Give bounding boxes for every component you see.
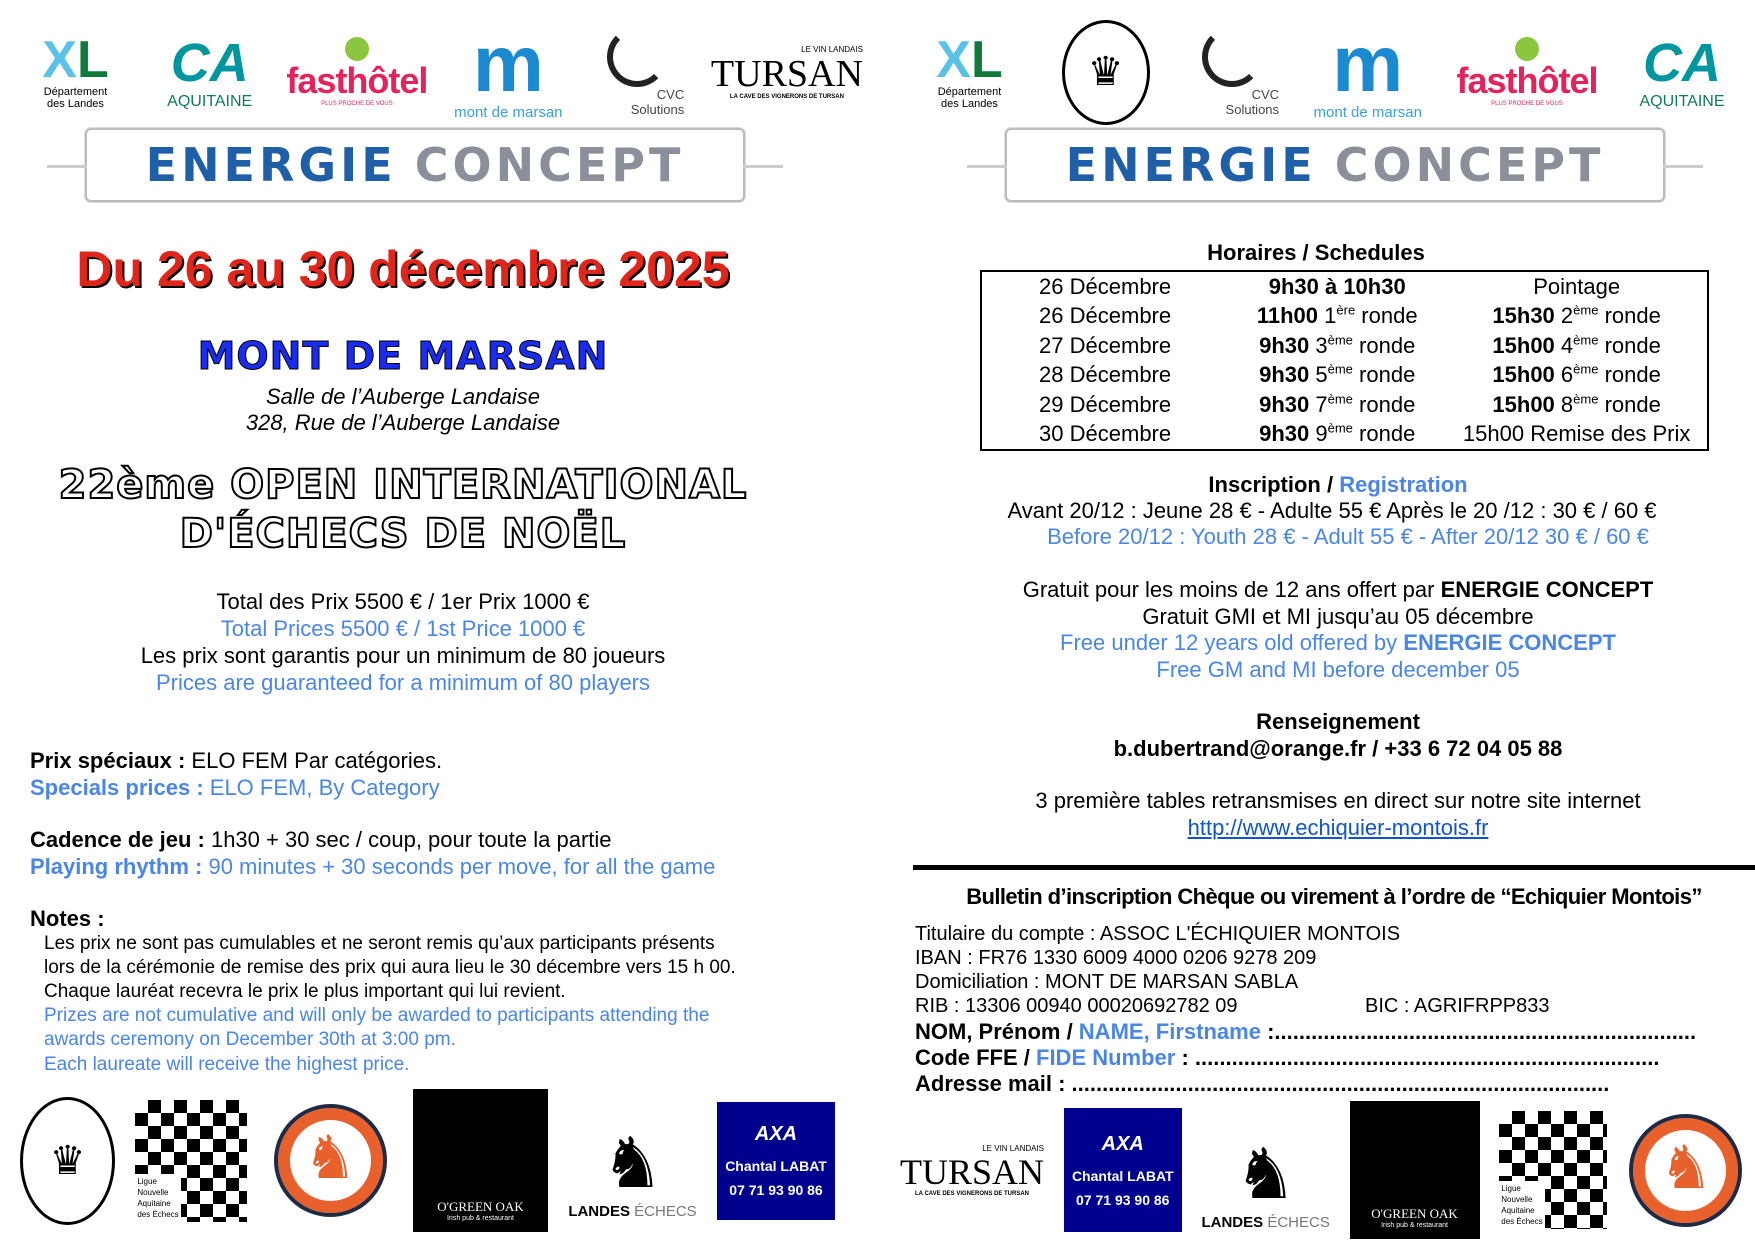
event-title-1: 22ème OPEN INTERNATIONAL bbox=[58, 462, 748, 508]
ogreen-oak-logo: O'GREEN OAK Irish pub & restaurant bbox=[1350, 1101, 1480, 1239]
axa-logo: AXA Chantal LABAT 07 71 93 90 86 bbox=[717, 1102, 835, 1220]
right-sponsor-row bbox=[912, 18, 1732, 126]
cvc-solutions-logo: CVC Solutions bbox=[589, 27, 684, 117]
schedule-title: Horaires / Schedules bbox=[1207, 240, 1425, 265]
city-title: MONT DE MARSAN bbox=[197, 334, 609, 378]
note-en: Prizes are not cumulative and will only be awarded to participants attending the bbox=[44, 1005, 710, 1026]
domiciliation: Domiciliation : MONT DE MARSAN SABLA bbox=[915, 971, 1299, 993]
ligue-nouvelle-aquitaine-logo: Ligue Nouvelle Aquitaine des Échecs bbox=[1499, 1111, 1607, 1229]
left-bottom-sponsor-row bbox=[20, 1088, 835, 1233]
schedule-morning: 11h00 1ère ronde bbox=[1256, 302, 1418, 329]
schedule-afternoon: 15h30 2ème ronde bbox=[1492, 302, 1661, 329]
cvc-solutions-logo: CVC Solutions bbox=[1184, 27, 1279, 117]
fasthotel-logo: fasthôtel PLUS PROCHE DE VOUS bbox=[1456, 37, 1597, 107]
schedule-date: 26 Décembre bbox=[1039, 303, 1172, 329]
energie-concept-banner: ENERGIE CONCEPT bbox=[1005, 128, 1665, 202]
registration-fr: Avant 20/12 : Jeune 28 € - Adulte 55 € Après le 20 /12 : 30 € / 60 € bbox=[1007, 498, 1657, 523]
schedule-morning: 9h30 3ème ronde bbox=[1259, 332, 1416, 358]
schedule-date: 28 Décembre bbox=[1039, 362, 1172, 388]
schedule-date: 29 Décembre bbox=[1039, 391, 1172, 417]
schedule-afternoon: 15h00 8ème ronde bbox=[1492, 391, 1661, 417]
credit-agricole-logo: CA AQUITAINE bbox=[167, 33, 253, 110]
schedule-date: 30 Décembre bbox=[1039, 421, 1172, 447]
energie-concept-banner: ENERGIE CONCEPT bbox=[85, 128, 745, 202]
email-field[interactable]: Adresse mail : ........................................................................................ bbox=[915, 1071, 1610, 1096]
schedule-morning: 9h30 5ème ronde bbox=[1259, 361, 1416, 388]
ogreen-oak-logo: O'GREEN OAK Irish pub & restaurant bbox=[413, 1089, 548, 1232]
fide-number-field[interactable]: Code FFE / FIDE Number : ............................................................................ bbox=[915, 1045, 1660, 1070]
free-fr-1: Gratuit pour les moins de 12 ans offert par ENERGIE CONCEPT bbox=[1022, 577, 1654, 602]
venue-line-1: Salle de l’Auberge Landaise bbox=[266, 384, 540, 409]
schedule-afternoon: 15h00 Remise des Prix bbox=[1462, 421, 1691, 447]
schedule-morning: 9h30 9ème ronde bbox=[1259, 421, 1416, 447]
echiquier-montois-logo: ♛ bbox=[1062, 20, 1150, 125]
live-text: 3 première tables retransmises en direct sur notre site internet bbox=[1035, 788, 1641, 813]
credit-agricole-logo: CA AQUITAINE bbox=[1639, 33, 1725, 110]
ligue-nouvelle-aquitaine-logo: Ligue Nouvelle Aquitaine des Échecs bbox=[135, 1100, 247, 1222]
iban: IBAN : FR76 1330 6009 4000 0206 9278 209 bbox=[915, 947, 1317, 969]
chess-clock-knight-logo: ♞ bbox=[268, 1103, 393, 1218]
landes-echecs-logo: ♞ LANDES ÉCHECS bbox=[568, 1123, 697, 1220]
cadence-fr: Cadence de jeu : 1h30 + 30 sec / coup, pour toute la partie bbox=[30, 827, 612, 852]
landes-echecs-logo: ♞ LANDES ÉCHECS bbox=[1201, 1135, 1330, 1231]
info-contact: b.dubertrand@orange.fr / +33 6 72 04 05 88 bbox=[1113, 736, 1563, 761]
registration-title: Inscription / Registration bbox=[1208, 472, 1468, 497]
name-field[interactable]: NOM, Prénom / NAME, Firstname :..................................................................... bbox=[915, 1019, 1697, 1044]
schedule-row bbox=[981, 301, 1708, 331]
xl-landes-logo: XL Département des Landes bbox=[42, 31, 109, 110]
prizes-en-1: Total Prices 5500 € / 1st Price 1000 € bbox=[220, 616, 586, 641]
schedule-row bbox=[981, 331, 1708, 361]
schedule-date: 27 Décembre bbox=[1039, 332, 1172, 358]
right-bottom-sponsor-row bbox=[900, 1100, 1745, 1240]
mont-de-marsan-logo: m mont de marsan bbox=[454, 18, 563, 121]
note-en: Each laureate will receive the highest price. bbox=[44, 1054, 410, 1075]
schedule-date: 26 Décembre bbox=[1039, 273, 1172, 299]
left-sponsor-row bbox=[18, 18, 863, 126]
website-link[interactable]: http://www.echiquier-montois.fr bbox=[1187, 815, 1489, 840]
schedule-row bbox=[981, 271, 1708, 301]
note-fr: Les prix ne sont pas cumulables et ne seront remis qu’aux participants présents bbox=[44, 933, 715, 954]
schedule-afternoon: Pointage bbox=[1533, 273, 1621, 299]
rib: RIB : 13306 00940 00020692782 09 bbox=[915, 995, 1238, 1017]
note-fr: Chaque lauréat recevra le prix le plus important qui lui revient. bbox=[44, 981, 566, 1002]
special-prizes-en: Specials prices : ELO FEM, By Category bbox=[30, 775, 440, 800]
schedule-row bbox=[981, 360, 1708, 390]
info-title: Renseignement bbox=[1256, 709, 1420, 734]
schedule-morning: 9h30 à 10h30 bbox=[1268, 273, 1406, 299]
free-fr-2: Gratuit GMI et MI jusqu’au 05 décembre bbox=[1142, 604, 1534, 629]
chess-clock-knight-logo: ♞ bbox=[1627, 1111, 1745, 1229]
account-holder: Titulaire du compte : ASSOC L'ÉCHIQUIER MONTOIS bbox=[915, 923, 1401, 945]
venue-line-2: 328, Rue de l’Auberge Landaise bbox=[245, 410, 561, 435]
free-en-1: Free under 12 years old offered by ENERGIE CONCEPT bbox=[1060, 630, 1616, 655]
divider bbox=[913, 865, 1755, 870]
event-title-2: D'ÉCHECS DE NOËL bbox=[179, 511, 627, 557]
schedule-afternoon: 15h00 6ème ronde bbox=[1492, 361, 1661, 388]
xl-landes-logo: XL Département des Landes bbox=[936, 31, 1003, 110]
free-en-2: Free GM and MI before december 05 bbox=[1156, 657, 1520, 682]
schedule-row bbox=[981, 420, 1708, 450]
axa-logo: AXA Chantal LABAT 07 71 93 90 86 bbox=[1064, 1108, 1182, 1232]
special-prizes-fr: Prix spéciaux : ELO FEM Par catégories. bbox=[30, 748, 443, 773]
prizes-fr-2: Les prix sont garantis pour un minimum de 80 joueurs bbox=[140, 643, 666, 668]
tursan-logo: LE VIN LANDAIS TURSAN LA CAVE DES VIGNERONS DE TURSAN bbox=[710, 44, 863, 100]
note-en: awards ceremony on December 30th at 3:00 pm. bbox=[44, 1029, 456, 1050]
schedule-afternoon: 15h00 4ème ronde bbox=[1492, 332, 1661, 358]
mont-de-marsan-logo: m mont de marsan bbox=[1313, 18, 1422, 121]
prizes-fr-1: Total des Prix 5500 € / 1er Prix 1000 € bbox=[216, 589, 590, 614]
schedule-row bbox=[981, 390, 1708, 420]
fasthotel-logo: fasthôtel PLUS PROCHE DE VOUS bbox=[286, 37, 427, 107]
echiquier-montois-logo: ♛ bbox=[20, 1097, 115, 1225]
bic: BIC : AGRIFRPP833 bbox=[1365, 995, 1550, 1017]
schedule-table bbox=[980, 270, 1709, 451]
date-title: Du 26 au 30 décembre 2025 bbox=[76, 241, 730, 297]
registration-en: Before 20/12 : Youth 28 € - Adult 55 € - After 20/12 30 € / 60 € bbox=[1047, 524, 1649, 549]
note-fr: lors de la cérémonie de remise des prix qui aura lieu le 30 décembre vers 15 h 00. bbox=[44, 957, 736, 978]
bulletin-title: Bulletin d’inscription Chèque ou virement à l’ordre de “Echiquier Montois” bbox=[966, 884, 1702, 909]
schedule-morning: 9h30 7ème ronde bbox=[1259, 391, 1416, 417]
cadence-en: Playing rhythm : 90 minutes + 30 seconds per move, for all the game bbox=[30, 854, 716, 879]
tursan-logo: LE VIN LANDAIS TURSAN LA CAVE DES VIGNERONS DE TURSAN bbox=[900, 1143, 1045, 1197]
prizes-en-2: Prices are guaranteed for a minimum of 80 players bbox=[155, 670, 651, 695]
notes-label: Notes : bbox=[30, 906, 105, 931]
